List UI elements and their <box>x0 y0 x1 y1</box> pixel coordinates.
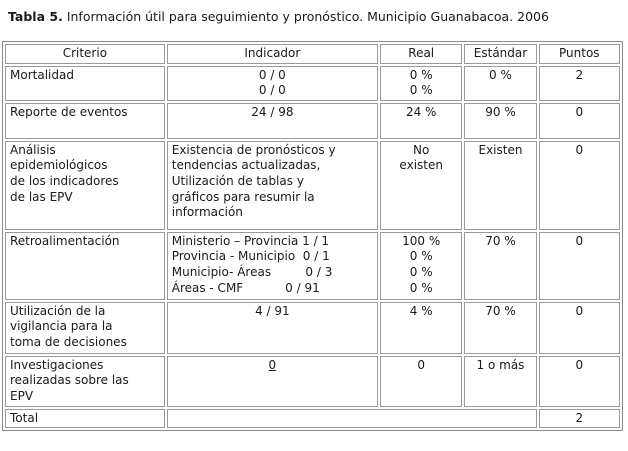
cell-text-line: 0 <box>268 357 277 372</box>
indicators-table <box>2 41 623 431</box>
table-row <box>5 103 620 139</box>
table-row <box>5 356 620 407</box>
criterio-cell <box>5 141 165 230</box>
criterio-cell <box>5 356 165 407</box>
puntos-cell: 0 <box>539 232 620 300</box>
cell-text-line: información <box>171 205 243 220</box>
cell-text-line: Análisis <box>10 142 56 157</box>
real-cell <box>380 232 462 300</box>
cell-text-line: 0 % <box>409 264 433 279</box>
cell-text-line: gráficos para resumir la <box>171 189 315 204</box>
cell-text-line: tendencias actualizadas, <box>171 158 321 173</box>
table-row <box>5 302 620 354</box>
cell-text-line: No <box>413 142 430 157</box>
header-real: Real <box>380 44 462 64</box>
criterio-cell <box>5 103 165 139</box>
total-puntos: 2 <box>539 409 620 429</box>
table-row <box>5 66 620 101</box>
criterio-cell <box>5 66 165 101</box>
caption-text: Información útil para seguimiento y pronóstico. Municipio Guanabacoa. 2006 <box>66 9 549 24</box>
indicador-cell <box>167 103 378 139</box>
cell-text-line: 0 / 0 <box>258 67 286 82</box>
cell-text-line: Existen <box>478 142 523 157</box>
header-estandar: Estándar <box>464 44 536 64</box>
cell-text-line: Áreas - CMF 0 / 91 <box>171 280 320 295</box>
indicador-cell <box>167 66 378 101</box>
cell-text-line: 0 <box>417 357 426 372</box>
cell-text-line: toma de decisiones <box>10 334 127 349</box>
real-cell <box>380 302 462 354</box>
real-cell <box>380 141 462 230</box>
real-cell <box>380 66 462 101</box>
estandar-cell <box>464 66 536 101</box>
real-cell <box>380 103 462 139</box>
cell-text-line: existen <box>399 158 443 173</box>
estandar-cell <box>464 103 536 139</box>
cell-text-line: Ministerio – Provincia 1 / 1 <box>171 233 330 248</box>
cell-text-line: Reporte de eventos <box>10 104 128 119</box>
cell-text-line: EPV <box>10 388 34 403</box>
cell-text-line: epidemiológicos <box>10 158 108 173</box>
real-cell <box>380 356 462 407</box>
header-criterio: Criterio <box>5 44 165 64</box>
cell-text-line: vigilancia para la <box>10 319 113 334</box>
cell-text-line: Provincia - Municipio 0 / 1 <box>171 249 330 264</box>
indicador-cell <box>167 232 378 300</box>
table-row <box>5 232 620 300</box>
cell-text-line: Utilización de la <box>10 303 106 318</box>
cell-text-line: 0 % <box>409 280 433 295</box>
estandar-cell <box>464 302 536 354</box>
indicador-cell <box>167 141 378 230</box>
estandar-cell <box>464 232 536 300</box>
cell-text-line: de los indicadores <box>10 173 119 188</box>
criterio-cell <box>5 302 165 354</box>
indicador-cell <box>167 302 378 354</box>
cell-text-line: 90 % <box>485 104 516 119</box>
cell-text-line: 100 % <box>402 233 441 248</box>
total-empty-cell <box>167 409 537 429</box>
cell-text-line: Utilización de tablas y <box>171 173 304 188</box>
estandar-cell <box>464 141 536 230</box>
puntos-cell: 0 <box>539 302 620 354</box>
total-row <box>5 409 620 429</box>
cell-text-line: 24 % <box>405 104 437 119</box>
cell-text-line: 0 % <box>409 67 433 82</box>
indicador-cell <box>167 356 378 407</box>
caption-label: Tabla 5. <box>8 9 63 24</box>
cell-text-line: 0 % <box>409 249 433 264</box>
table-caption <box>8 9 549 24</box>
cell-text-line: 0 % <box>489 67 512 82</box>
puntos-cell: 2 <box>539 66 620 101</box>
table-row <box>5 141 620 230</box>
cell-text-line: 4 / 91 <box>255 303 290 318</box>
cell-text-line: Retroalimentación <box>10 233 120 248</box>
cell-text-line: 4 % <box>409 303 433 318</box>
cell-text-line: 1 o más <box>476 357 525 372</box>
header-puntos: Puntos <box>539 44 620 64</box>
header-row <box>5 44 620 64</box>
cell-text-line: 70 % <box>485 233 516 248</box>
cell-text-line: 0 % <box>409 83 433 98</box>
cell-text-line: de las EPV <box>10 189 73 204</box>
cell-text-line: 0 / 0 <box>258 83 286 98</box>
total-label: Total <box>5 409 165 429</box>
cell-text-line: 70 % <box>485 303 516 318</box>
puntos-cell: 0 <box>539 356 620 407</box>
puntos-cell: 0 <box>539 141 620 230</box>
estandar-cell <box>464 356 536 407</box>
cell-text-line: realizadas sobre las <box>10 373 129 388</box>
puntos-cell: 0 <box>539 103 620 139</box>
header-indicador: Indicador <box>167 44 378 64</box>
cell-text-line: Municipio- Áreas 0 / 3 <box>171 264 333 279</box>
cell-text-line: Investigaciones <box>10 357 104 372</box>
cell-text-line: Mortalidad <box>10 67 74 82</box>
cell-text-line: Existencia de pronósticos y <box>171 142 336 157</box>
criterio-cell <box>5 232 165 300</box>
cell-text-line: 24 / 98 <box>251 104 294 119</box>
